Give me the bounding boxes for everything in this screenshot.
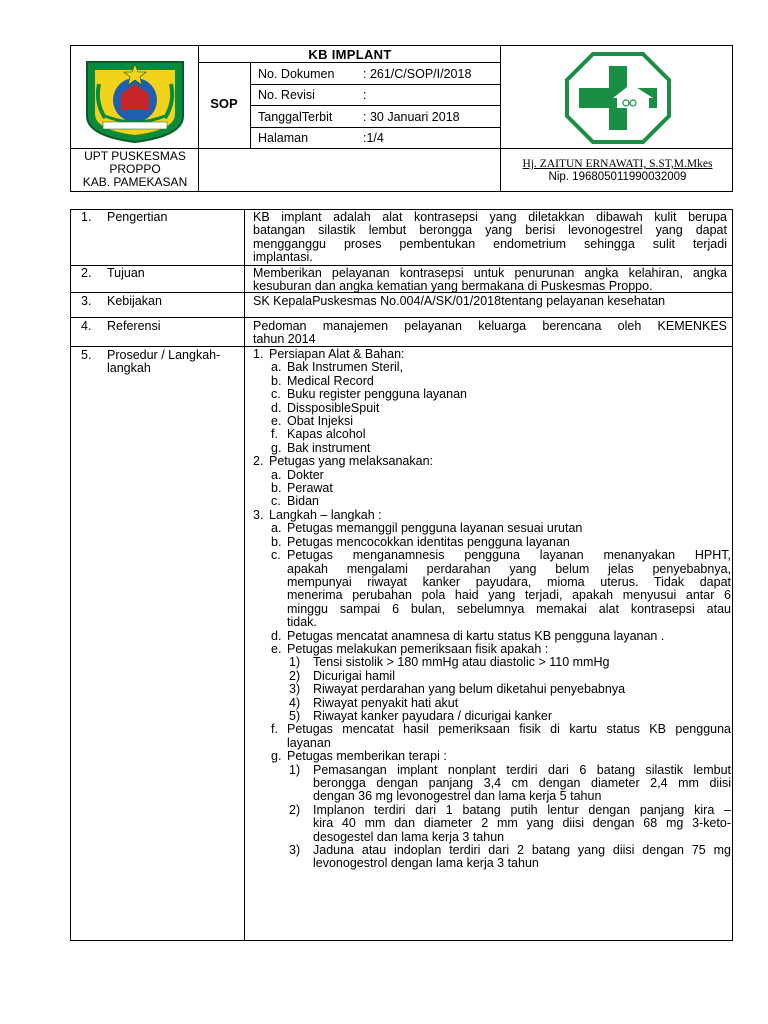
text-line: layanan [287,735,331,750]
list-marker: f. [271,722,278,737]
org-line: PROPPO [109,162,161,176]
puskesmas-cross-logo [553,50,683,146]
list-item [253,415,731,428]
list-item [253,482,731,495]
list-item [253,388,731,401]
list-item [253,402,731,415]
list-marker: 1) [289,655,301,670]
list-text: Perawat [287,481,333,496]
meta-key-document-no: No. Dokumen [258,67,335,81]
row-number: 1. [81,210,92,224]
sop-header [70,45,733,192]
list-text: Tensi sistolik > 180 mmHg atau diastolic > 110 mmHg [313,655,610,670]
row-number: 2. [81,266,92,280]
list-item [253,764,731,804]
divider [250,105,500,106]
list-text [313,764,731,804]
meta-value-revision: : [363,88,367,102]
list-text: Medical Record [287,373,374,388]
text-line: levonogestrol dengan lama kerja 3 tahun [313,856,539,871]
list-text: Bak instrument [287,440,371,455]
text-line: desogestel dan lama kerja 3 tahun [313,829,505,844]
label-line: Prosedur / Langkah- [107,348,221,362]
list-item [253,750,731,763]
text-line: batangan silastik lembut berongga yang berisi levonogestrel yang dapat [253,223,727,238]
row-text-tujuan [253,267,727,294]
sop-label: SOP [210,96,238,111]
meta-value-issue-date: : 30 Januari 2018 [363,110,460,124]
row-label-prosedur [107,349,237,376]
row-number: 4. [81,319,92,333]
list-text: Obat Injeksi [287,414,354,429]
list-marker: a. [271,360,282,375]
row-number: 5. [81,348,92,362]
list-item [253,495,731,508]
list-marker: 1) [289,762,301,777]
list-marker: e. [271,414,282,429]
list-text: Riwayat perdarahan yang belum diketahui penyebabnya [313,682,626,697]
text-line: minggu sampai 6 bulan, sebelumnya memakai alat kontrasepsi atau [287,601,731,616]
list-item [253,549,731,629]
list-text: Riwayat penyakit hati akut [313,695,459,710]
procedure-list [253,348,731,871]
list-text [313,844,731,871]
text-line: KB implant adalah alat kontrasepsi yang diletakkan dibawah kulit berupa [253,210,727,224]
divider [244,210,245,940]
list-marker: d. [271,400,282,415]
list-marker: 2) [289,802,301,817]
list-marker: d. [271,628,282,643]
row-text-pengertian [253,211,727,265]
list-text: Bak Instrumen Steril, [287,360,404,375]
divider [71,317,732,318]
document-title: KB IMPLANT [308,47,392,62]
list-marker: 2. [253,454,264,469]
meta-key-page: Halaman [258,131,309,145]
list-item [253,428,731,441]
list-marker: b. [271,373,282,388]
signatory-name: Hj. ZAITUN ERNAWATI, S.ST,M.Mkes [522,158,713,170]
list-text: Petugas mencocokkan identitas pengguna layanan [287,534,570,549]
row-text-kebijakan [253,295,727,308]
text-line: implantasi. [253,250,313,265]
list-text: Petugas yang melaksanakan: [269,454,433,469]
list-marker: e. [271,641,282,656]
list-marker: b. [271,534,282,549]
list-item [253,804,731,844]
list-marker: 3) [289,682,301,697]
list-marker: 4) [289,695,301,710]
row-label-kebijakan: Kebijakan [107,294,162,308]
meta-value-page: :1/4 [363,131,384,145]
list-text: Langkah – langkah : [269,507,382,522]
list-item [253,643,731,656]
text-line: Pemasangan implant nonplant terdiri dari 6 batang silastik lembut [313,762,731,777]
list-text: DissposibleSpuit [287,400,380,415]
list-text: Petugas memberikan terapi : [287,749,447,764]
list-text: Buku register pengguna layanan [287,387,467,402]
row-label-referensi: Referensi [107,319,161,333]
list-text [287,723,731,750]
meta-key-issue-date: TanggalTerbit [258,110,333,124]
list-item [253,442,731,455]
text-line: apakah mengalami perdarahan yang belum jelas penyebabnya, [287,561,731,576]
list-item [253,522,731,535]
text-line: kira 40 mm dan diameter 2 mm yang diisi dengan 68 mg 3-keto- [313,816,731,831]
divider [250,84,500,85]
list-item [253,455,731,468]
organization-name [71,150,199,189]
list-marker: g. [271,749,282,764]
list-item [253,844,731,871]
list-marker: c. [271,387,281,402]
list-marker: a. [271,521,282,536]
org-line: KAB. PAMEKASAN [82,175,188,189]
list-item [253,469,731,482]
list-marker: c. [271,548,281,563]
text-line: Petugas menganamnesis pengguna layanan menanyakan HPHT, [287,548,731,563]
text-line: Pedoman manajemen pelayanan keluarga berencana oleh KEMENKES [253,319,727,333]
list-marker: f. [271,427,278,442]
list-item [253,697,731,710]
list-text: Riwayat kanker payudara / dicurigai kanker [313,708,553,723]
list-text [287,549,731,629]
text-line: SK KepalaPuskesmas No.004/A/SK/01/2018tentang pelayanan kesehatan [253,294,666,308]
row-label-pengertian: Pengertian [107,210,168,224]
label-line: langkah [107,361,151,376]
list-text [313,804,731,844]
list-marker: g. [271,440,282,455]
text-line: mempunyai riwayat kanker payudara, mioma uterus. Tidak dapat [287,574,731,589]
list-item [253,656,731,669]
list-item [253,348,731,361]
list-text: Dokter [287,467,324,482]
regency-logo [81,56,189,144]
row-number: 3. [81,294,92,308]
list-text: Bidan [287,494,319,509]
list-item [253,509,731,522]
list-text: Petugas memanggil pengguna layanan sesuai urutan [287,521,583,536]
list-text: Petugas mencatat anamnesa di kartu status KB pengguna layanan . [287,628,665,643]
list-text: Persiapan Alat & Bahan: [269,347,405,361]
list-marker: 3. [253,507,264,522]
list-marker: b. [271,481,282,496]
text-line: Jaduna atau indoplan terdiri dari 2 batang yang diisi dengan 75 mg [313,843,731,858]
list-text: Kapas alcohol [287,427,366,442]
list-marker: c. [271,494,281,509]
list-item [253,670,731,683]
list-marker: 5) [289,708,301,723]
text-line: dengan 36 mg levonogestrel dan lama kerja 5 tahun [313,789,602,804]
text-line: Implanon terdiri dari 1 batang putih lentur dengan panjang kira – [313,802,731,817]
text-line: menerima perubahan pola haid yang terjadi, apakah menyusui antar 6 [287,588,731,603]
list-text: Petugas melakukan pemeriksaan fisik apakah : [287,641,549,656]
row-text-referensi [253,320,727,347]
text-line: mengganggu proses pembentukan endometrium sehingga sulit terjadi [253,236,727,251]
text-line: berongga dengan panjang 3,4 cm dengan diameter 2,4 mm diisi [313,776,731,790]
text-line: kesuburan dan angka kematian yang bermakana di Puskesmas Proppo. [253,279,653,294]
list-item [253,723,731,750]
text-line: Petugas mencatat hasil pemeriksaan fisik di kartu status KB pengguna [287,722,731,737]
list-item [253,630,731,643]
text-line: tahun 2014 [253,332,316,347]
sop-content-table [70,209,733,941]
org-line: UPT PUSKESMAS [84,149,186,163]
meta-value-document-no: : 261/C/SOP/I/2018 [363,67,472,81]
list-marker: a. [271,467,282,482]
list-marker: 3) [289,843,301,858]
divider [198,62,500,63]
signatory-nip: Nip. 196805011990032009 [548,171,687,183]
list-marker: 1. [253,347,264,361]
list-item [253,375,731,388]
list-item [253,361,731,374]
list-item [253,710,731,723]
text-line: Memberikan pelayanan kontrasepsi untuk penurunan angka kelahiran, angka [253,266,727,280]
text-line: tidak. [287,615,317,630]
row-label-tujuan: Tujuan [107,266,145,280]
list-marker: 2) [289,668,301,683]
list-text: Dicurigai hamil [313,668,395,683]
divider [250,127,500,128]
list-item [253,536,731,549]
list-item [253,683,731,696]
meta-key-revision: No. Revisi [258,88,315,102]
